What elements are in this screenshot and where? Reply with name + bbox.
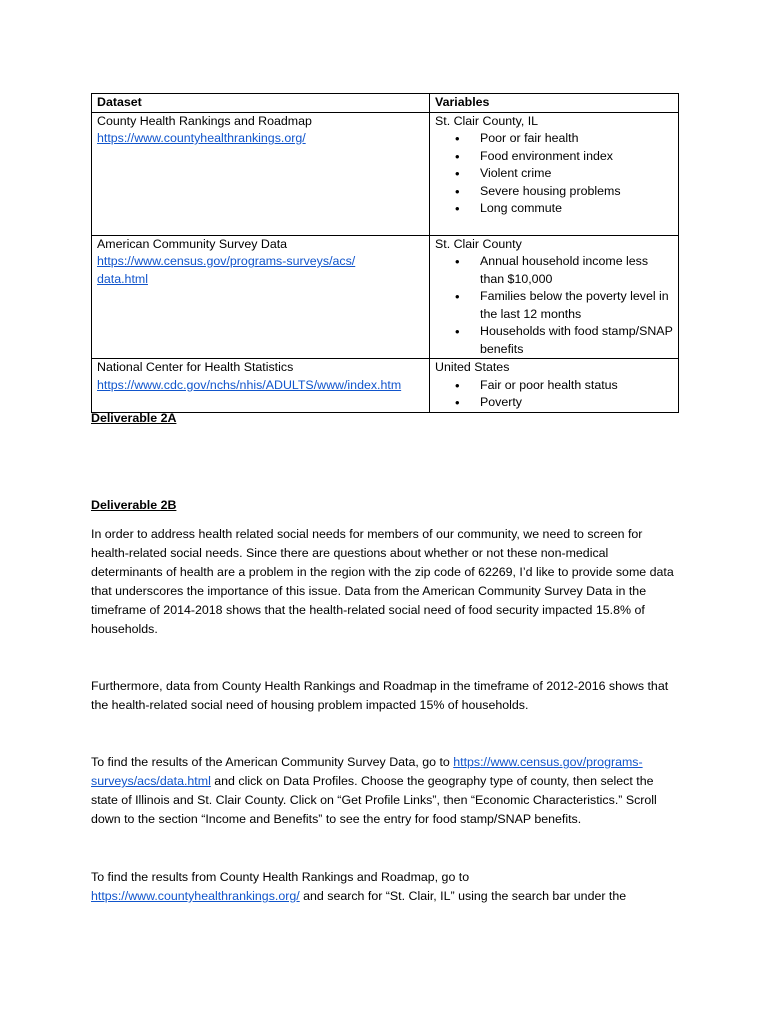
dataset-link[interactable]	[97, 254, 355, 286]
dataset-name: County Health Rankings and Roadmap	[97, 113, 312, 128]
text-before-link: To find the results from County Health Rankings and Roadmap, go to	[91, 870, 470, 884]
dataset-link[interactable]: https://www.cdc.gov/nchs/nhis/ADULTS/www/index.htm	[97, 377, 402, 392]
header-dataset: Dataset	[92, 94, 430, 113]
text-before-link: To find the results of the American Community Survey Data, go to	[91, 755, 454, 769]
paragraph-text: In order to address health related social needs for members of our community, we need to screen for health-related social needs. Since there are questions about whether or not these non-medical determinants of health are a problem in the region with the zip code of 62269, I’d like to provide some data that underscores the importance of this issue. Data from the American Community Survey Data in the timeframe of 2014-2018 shows that the health-related social need of food security impacted 15.8% of households.	[91, 527, 674, 636]
acs-data-link[interactable]: https://www.census.gov/programs-surveys/acs/data.html	[91, 755, 643, 788]
variables-list	[435, 377, 673, 412]
dataset-link-part2: data.html	[97, 271, 148, 286]
variables-location: St. Clair County	[435, 236, 522, 251]
paragraph-food-security	[91, 525, 676, 639]
variables-cell	[430, 235, 679, 359]
dataset-cell	[92, 359, 430, 413]
list-item: • Violent crime	[435, 165, 673, 183]
paragraph-housing	[91, 677, 676, 715]
variables-cell	[430, 359, 679, 413]
dataset-cell	[92, 235, 430, 359]
list-item: • Households with food stamp/SNAP benefits	[435, 323, 673, 358]
deliverable-2b-heading: Deliverable 2B	[91, 498, 177, 512]
variables-list	[435, 253, 673, 358]
table-header-row	[92, 94, 679, 113]
paragraph-text	[91, 753, 676, 829]
dataset-cell	[92, 112, 430, 235]
dataset-table	[91, 93, 679, 413]
list-item: • Severe housing problems	[435, 183, 673, 201]
header-variables: Variables	[430, 94, 679, 113]
paragraph-chr-instructions	[91, 868, 676, 906]
dataset-name: National Center for Health Statistics	[97, 360, 294, 374]
text-after-link: and search for “St. Clair, IL” using the search bar under the	[299, 889, 627, 903]
list-item: • Poor or fair health	[435, 130, 673, 148]
dataset-link-part1: https://www.census.gov/programs-surveys/acs/	[97, 254, 356, 268]
list-item: • Poverty	[435, 394, 673, 412]
list-item: • Fair or poor health status	[435, 377, 673, 395]
paragraph-acs-instructions	[91, 753, 676, 829]
list-item: • Annual household income less than $10,000	[435, 253, 673, 288]
list-item: • Long commute	[435, 200, 673, 218]
variables-location: United States	[435, 360, 510, 374]
table-row	[92, 112, 679, 235]
text-after-link: and click on Data Profiles. Choose the geography type of county, then select the state of Illinois and St. Clair County. Click on “Get Profile Links”, then “Economic Characteristics.” Scroll down to the section “Income and Benefits” to see the entry for food stamp/SNAP benefits.	[91, 774, 657, 826]
list-item: • Families below the poverty level in the last 12 months	[435, 288, 673, 323]
table-row	[92, 359, 679, 413]
paragraph-text: Furthermore, data from County Health Rankings and Roadmap in the timeframe of 2012-2016 shows that the health-related social need of housing problem impacted 15% of households.	[91, 679, 669, 712]
paragraph-text	[91, 868, 676, 906]
list-item: • Food environment index	[435, 148, 673, 166]
county-health-rankings-link[interactable]: https://www.countyhealthrankings.org/	[91, 889, 300, 903]
variables-list	[435, 130, 673, 218]
dataset-link[interactable]: https://www.countyhealthrankings.org/	[97, 131, 306, 145]
variables-cell	[430, 112, 679, 235]
dataset-name: American Community Survey Data	[97, 236, 288, 251]
table-row	[92, 235, 679, 359]
deliverable-2a-heading: Deliverable 2A	[91, 411, 177, 425]
variables-location: St. Clair County, IL	[435, 113, 539, 128]
